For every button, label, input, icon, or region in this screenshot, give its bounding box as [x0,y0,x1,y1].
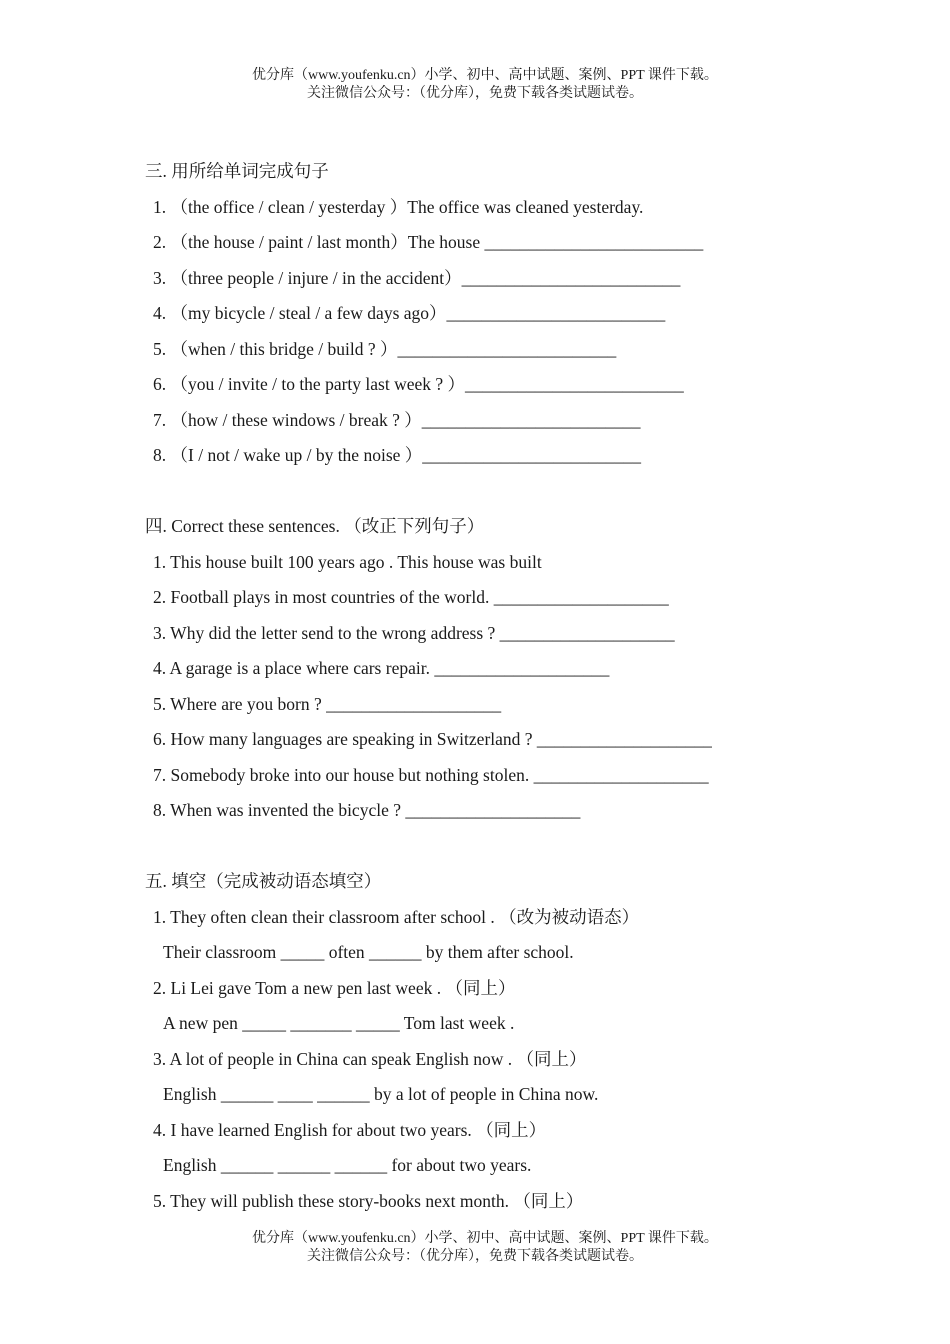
footer-line-2: 关注微信公众号：（优分库），免费下载各类试题试卷。 [307,1249,643,1264]
section-3-item-4: 4. （my bicycle / steal / a few days ago）_________________________ [153,303,666,323]
section-4-item-7: 7. Somebody broke into our house but nothing stolen. ____________________ [153,765,709,785]
section-5-title: 五. 填空（完成被动语态填空） [145,871,382,891]
section-5-answer-1: Their classroom _____ often ______ by them after school. [163,942,574,962]
section-3-item-5: 5. （when / this bridge / build ? ）_________________________ [153,339,617,359]
section-3-item-3: 3. （three people / injure / in the accident）_________________________ [153,268,681,288]
section-4-item-2: 2. Football plays in most countries of the world. ____________________ [153,587,669,607]
section-3-item-1: 1. （the office / clean / yesterday ）The office was cleaned yesterday. [153,197,644,217]
section-5-answer-4: English ______ ______ ______ for about two years. [163,1155,532,1175]
section-5-answer-3: English ______ ____ ______ by a lot of people in China now. [163,1084,599,1104]
section-3-item-8: 8. （I / not / wake up / by the noise ）_________________________ [153,445,642,465]
section-5-question-3: 3. A lot of people in China can speak English now . （同上） [153,1049,587,1069]
section-4-title: 四. Correct these sentences. （改正下列句子） [145,516,485,536]
section-5-question-1: 1. They often clean their classroom after school . （改为被动语态） [153,907,640,927]
section-4-item-6: 6. How many languages are speaking in Switzerland ? ____________________ [153,729,712,749]
section-3-item-6: 6. （you / invite / to the party last week ? ）_________________________ [153,374,684,394]
section-4-item-5: 5. Where are you born ? ____________________ [153,694,502,714]
section-5-answer-2: A new pen _____ _______ _____ Tom last week . [163,1013,515,1033]
section-3-title: 三. 用所给单词完成句子 [145,161,329,181]
section-4-item-4: 4. A garage is a place where cars repair. ____________________ [153,658,610,678]
footer-line-1: 优分库（www.youfenku.cn）小学、初中、高中试题、案例、PPT 课件下载。 [252,1231,718,1246]
header-line-2: 关注微信公众号：（优分库），免费下载各类试题试卷。 [307,86,643,101]
page-footer [0,1230,950,1266]
section-5-question-4: 4. I have learned English for about two years. （同上） [153,1120,547,1140]
section-3-item-7: 7. （how / these windows / break ? ）_________________________ [153,410,641,430]
section-4-item-8: 8. When was invented the bicycle ? ____________________ [153,800,581,820]
section-3-item-2: 2. （the house / paint / last month）The house _________________________ [153,232,704,252]
section-4-item-1: 1. This house built 100 years ago . This house was built [153,552,542,572]
section-5-question-2: 2. Li Lei gave Tom a new pen last week . （同上） [153,978,516,998]
section-5-question-5: 5. They will publish these story-books next month. （同上） [153,1191,584,1211]
section-4-item-3: 3. Why did the letter send to the wrong address ? ____________________ [153,623,675,643]
header-line-1: 优分库（www.youfenku.cn）小学、初中、高中试题、案例、PPT 课件下载。 [252,68,718,83]
